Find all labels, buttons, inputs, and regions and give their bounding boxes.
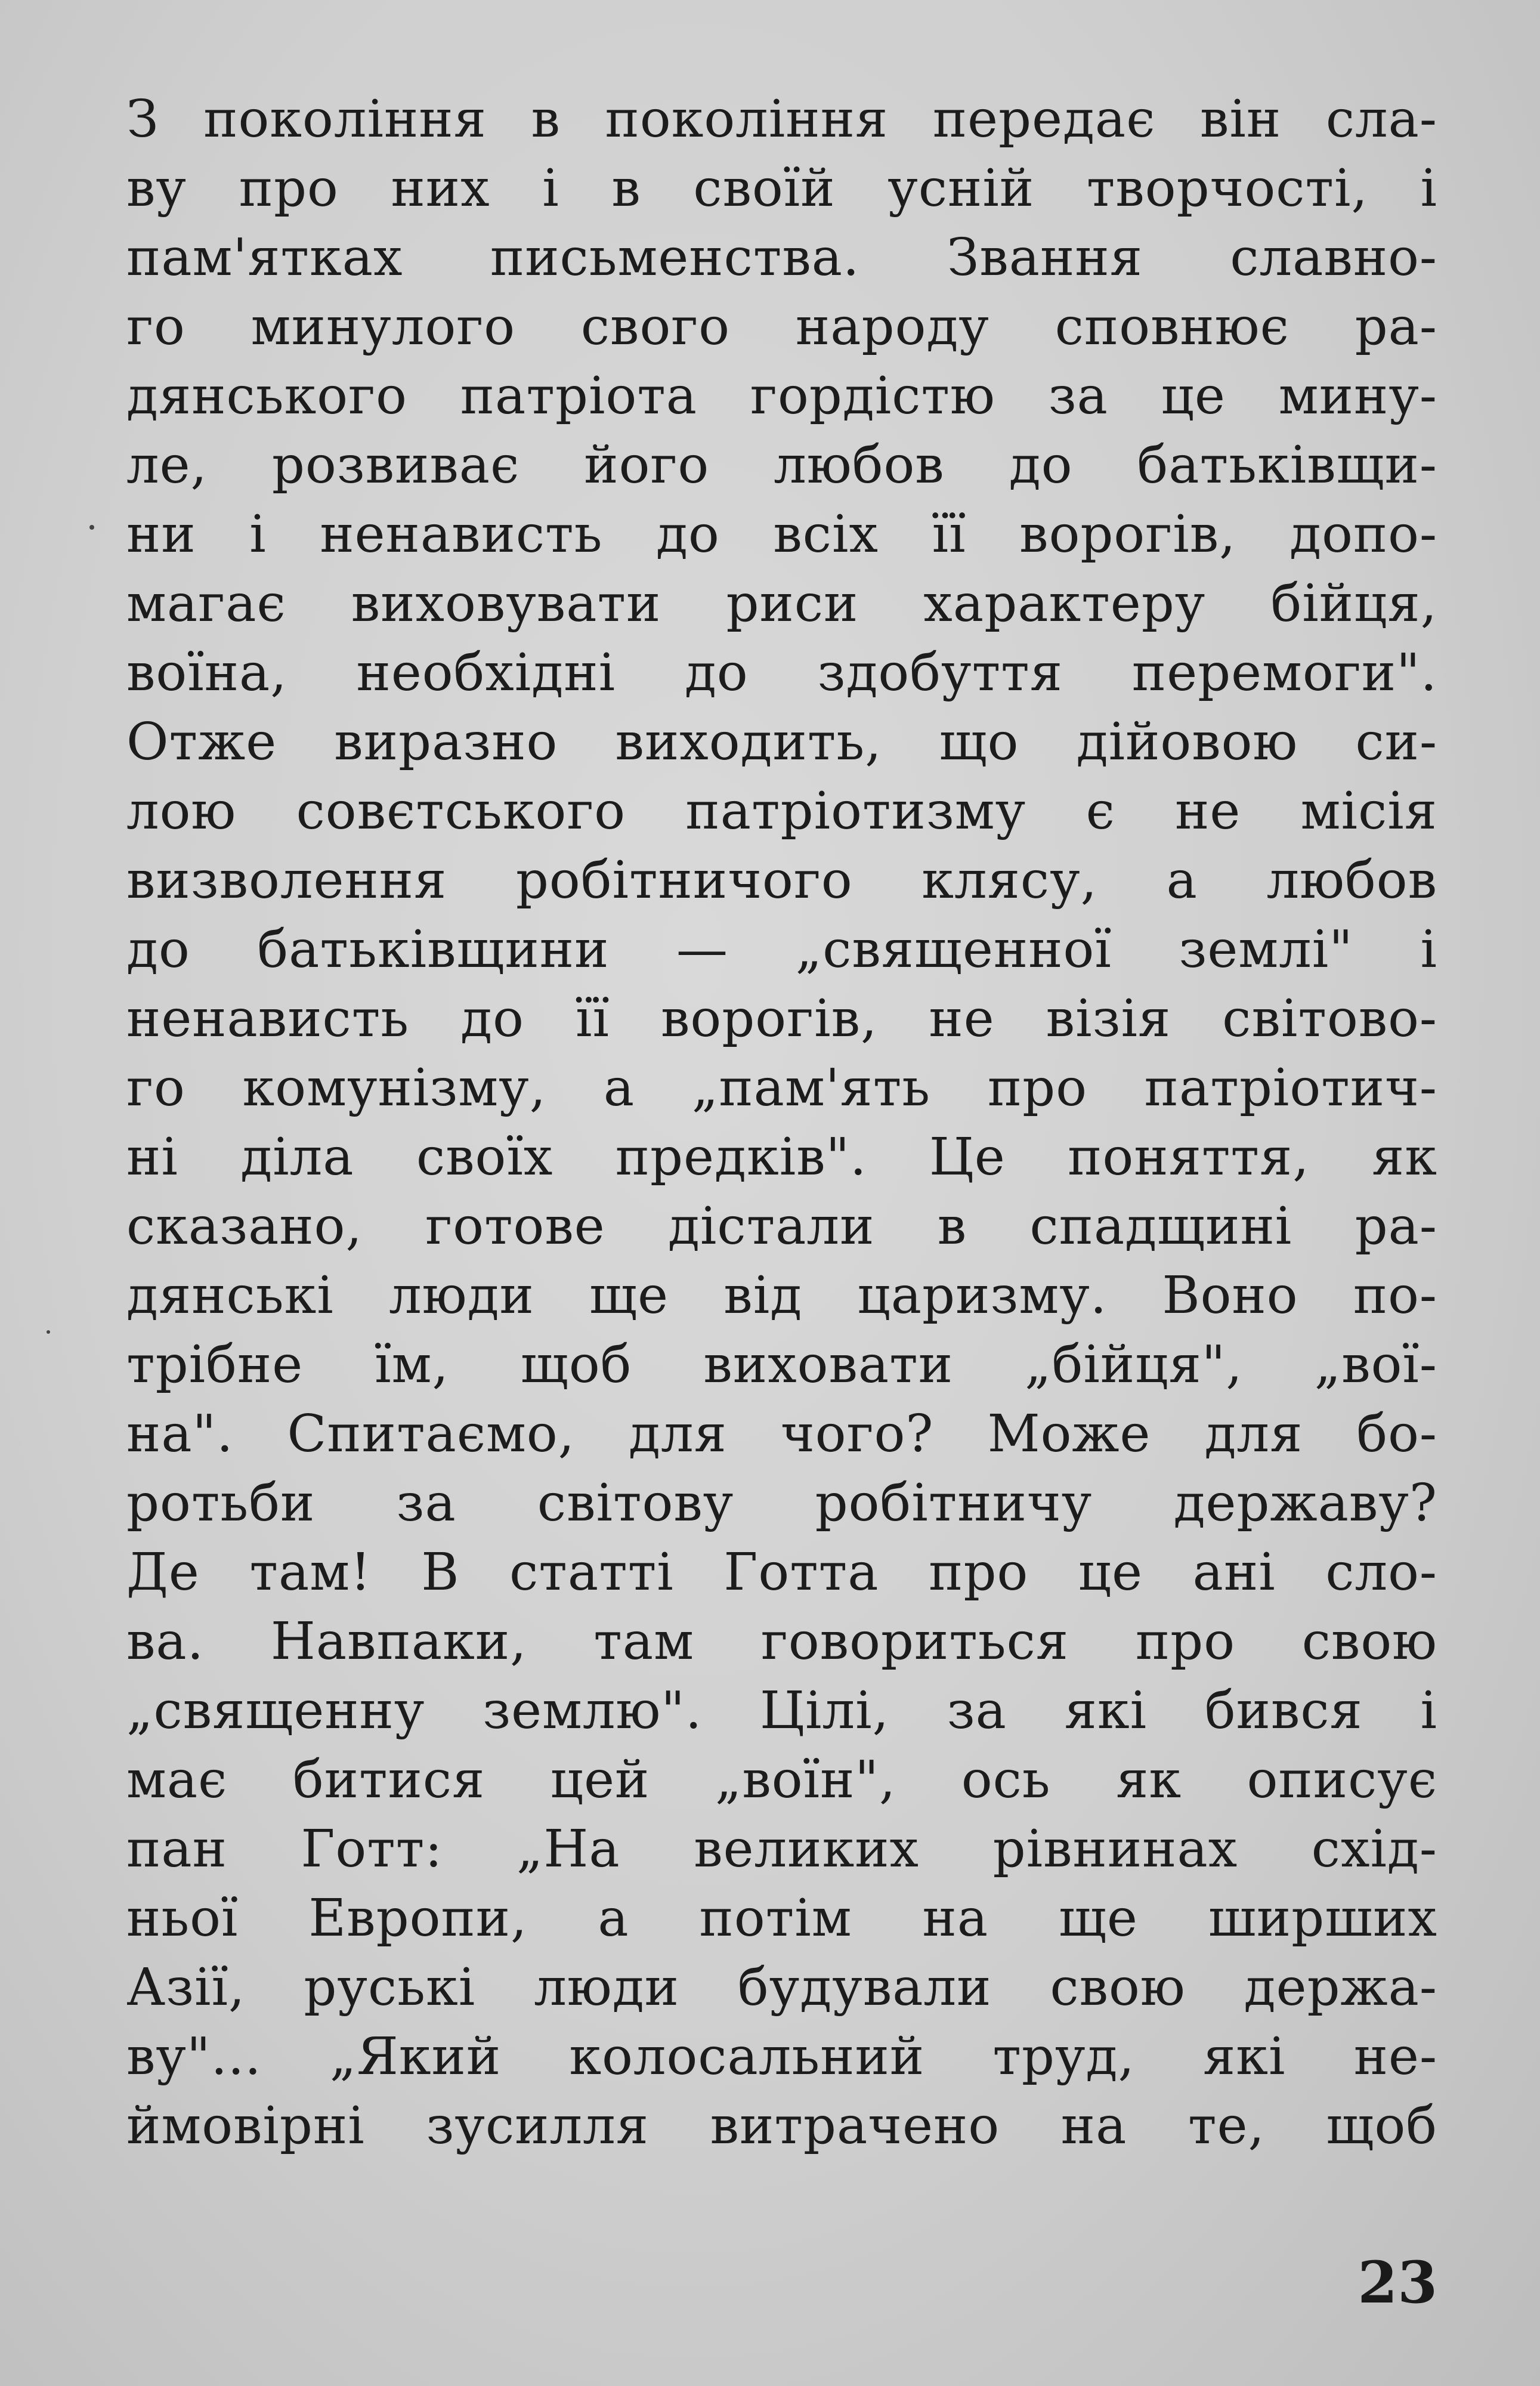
text-line: лою совєтського патріотизму є не місія [126, 781, 1437, 841]
text-line: Отже виразно виходить, що дійовою си- [126, 712, 1437, 772]
text-line: З покоління в покоління передає він сла- [126, 89, 1437, 149]
text-line: до батьківщини — „священної землі" і [126, 920, 1437, 979]
text-line: дянського патріота гордістю за це мину- [126, 366, 1437, 426]
text-line: ле, розвиває його любов до батьківщи- [126, 435, 1437, 495]
text-line: го комунізму, а „пам'ять про патріотич- [126, 1058, 1437, 1118]
text-line: ва. Навпаки, там говориться про свою [126, 1612, 1437, 1671]
text-line: сказано, готове дістали в спадщині ра- [126, 1197, 1437, 1256]
text-line: воїна, необхідні до здобуття перемоги". [126, 643, 1437, 703]
text-line: визволення робітничого клясу, а любов [126, 851, 1437, 910]
text-line: пан Готт: „На великих рівнинах схід- [126, 1819, 1437, 1879]
text-line: має битися цей „воїн", ось як описує [126, 1750, 1437, 1810]
text-line: трібне їм, щоб виховати „бійця", „вої- [126, 1335, 1437, 1395]
text-line: ни і ненависть до всіх її ворогів, допо- [126, 505, 1437, 564]
text-line: ненависть до її ворогів, не візія світово- [126, 989, 1437, 1049]
page-number: 23 [1357, 2249, 1437, 2316]
text-line: магає виховувати риси характеру бійця, [126, 574, 1437, 633]
text-line: ні діла своїх предків". Це поняття, як [126, 1127, 1437, 1187]
body-text [126, 85, 1437, 2161]
text-line: „священну землю". Цілі, за які бився і [126, 1681, 1437, 1741]
text-line: Азії, руські люди будували свою держа- [126, 1958, 1437, 2017]
text-line: на". Спитаємо, для чого? Може для бо- [126, 1404, 1437, 1464]
text-line: Де там! В статті Готта про це ані сло- [126, 1543, 1437, 1602]
text-line: ймовірні зусилля витрачено на те, щоб [126, 2096, 1437, 2156]
text-line: ву"... „Який колосальний труд, які не- [126, 2027, 1437, 2087]
ink-speck [47, 1330, 50, 1334]
text-line: дянські люди ще від царизму. Воно по- [126, 1266, 1437, 1325]
ink-speck [89, 525, 94, 530]
text-line: ньої Европи, а потім на ще ширших [126, 1889, 1437, 1948]
text-line: ву про них і в своїй усній творчості, і [126, 159, 1437, 218]
text-line: ротьби за світову робітничу державу? [126, 1473, 1437, 1533]
text-line: го минулого свого народу сповнює ра- [126, 297, 1437, 357]
text-line: пам'ятках письменства. Звання славно- [126, 228, 1437, 288]
